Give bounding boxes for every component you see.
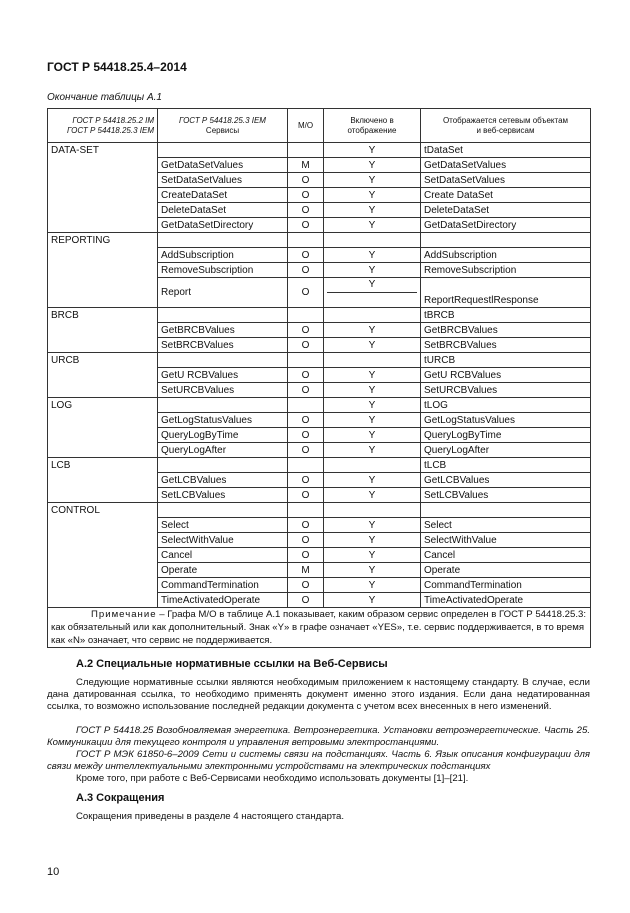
cell-mapped: GetU RCBValues — [421, 368, 591, 383]
table-row — [48, 308, 591, 323]
cell-class — [48, 548, 158, 563]
cell-mapped: tBRCB — [421, 308, 591, 323]
table-row — [48, 458, 591, 473]
cell-service — [158, 233, 288, 248]
cell-included: Y — [324, 518, 421, 533]
cell-service: CommandTermination — [158, 578, 288, 593]
cell-service: AddSubscription — [158, 248, 288, 263]
cell-included-value: Y — [327, 278, 417, 293]
cell-class — [48, 278, 158, 308]
cell-included: Y — [324, 173, 421, 188]
cell-service — [158, 143, 288, 158]
table-row — [48, 353, 591, 368]
cell-class: URCB — [48, 353, 158, 368]
cell-mo: O — [288, 218, 324, 233]
cell-mo: O — [288, 338, 324, 353]
cell-class — [48, 473, 158, 488]
cell-class — [48, 323, 158, 338]
header-iem-label: ГОСТ Р 54418.25.3 IEM — [67, 125, 154, 135]
cell-class — [48, 443, 158, 458]
table-row — [48, 413, 591, 428]
table-row — [48, 338, 591, 353]
cell-service — [158, 353, 288, 368]
cell-included: Y — [324, 563, 421, 578]
table-row — [48, 173, 591, 188]
cell-mapped: TimeActivatedOperate — [421, 593, 591, 608]
cell-included — [324, 353, 421, 368]
cell-included: Y — [324, 203, 421, 218]
cell-included: Y — [324, 263, 421, 278]
cell-class — [48, 338, 158, 353]
cell-mapped: Cancel — [421, 548, 591, 563]
document-standard-header: ГОСТ Р 54418.25.4–2014 — [47, 60, 187, 74]
cell-included — [324, 278, 421, 308]
cell-mapped: Select — [421, 518, 591, 533]
cell-class — [48, 383, 158, 398]
table-row — [48, 563, 591, 578]
header-included-line1: Включено в — [350, 115, 394, 125]
table-row — [48, 248, 591, 263]
cell-service: DeleteDataSet — [158, 203, 288, 218]
note-text: – Графа М/О в таблице А.1 показывает, каким образом сервис определен в ГОСТ Р 54418.25.3: как обязательный или как дополнительный. Знак «Y» в графе означает «YES», т.е. сервис поддерживается, в то время как «N» означает, что сервис не поддерживается. — [51, 609, 587, 646]
cell-included: Y — [324, 368, 421, 383]
cell-class: DATA-SET — [48, 143, 158, 158]
cell-mapped: DeleteDataSet — [421, 203, 591, 218]
cell-mapped: GetLCBValues — [421, 473, 591, 488]
cell-mo: M — [288, 158, 324, 173]
header-included — [324, 109, 421, 143]
cell-mapped: ReportRequestlResponse — [421, 278, 591, 308]
cell-mapped: QueryLogAfter — [421, 443, 591, 458]
cell-included: Y — [324, 593, 421, 608]
cell-included — [324, 233, 421, 248]
cell-mo: O — [288, 188, 324, 203]
cell-mo: O — [288, 278, 324, 308]
cell-class — [48, 188, 158, 203]
cell-mapped: SetBRCBValues — [421, 338, 591, 353]
cell-service: RemoveSubscription — [158, 263, 288, 278]
cell-class — [48, 203, 158, 218]
cell-mapped: GetDataSetDirectory — [421, 218, 591, 233]
header-mapped-line1: Отображается сетевым объектам — [442, 115, 569, 125]
cell-mapped: SetDataSetValues — [421, 173, 591, 188]
cell-mapped: AddSubscription — [421, 248, 591, 263]
cell-service: Select — [158, 518, 288, 533]
cell-class: BRCB — [48, 308, 158, 323]
section-a2-reference-1: ГОСТ Р 54418.25 Возобновляемая энергетика. Ветроэнергетика. Установки ветроэнергетические. Часть 25. Коммуникации для текущего контроля и управления ветровыми электростанциями. — [47, 725, 590, 748]
cell-class — [48, 263, 158, 278]
cell-service: SetDataSetValues — [158, 173, 288, 188]
cell-included: Y — [324, 383, 421, 398]
cell-class — [48, 428, 158, 443]
table-row — [48, 278, 591, 308]
header-included-line2: отображение — [347, 125, 397, 135]
cell-class — [48, 593, 158, 608]
table-row — [48, 233, 591, 248]
cell-service — [158, 398, 288, 413]
table-header-row — [48, 109, 591, 143]
header-mo: M/O — [288, 109, 324, 143]
cell-included — [324, 503, 421, 518]
table-row — [48, 518, 591, 533]
cell-service: CreateDataSet — [158, 188, 288, 203]
cell-mo: O — [288, 323, 324, 338]
cell-mo: O — [288, 368, 324, 383]
cell-mapped: SelectWithValue — [421, 533, 591, 548]
cell-mo: O — [288, 383, 324, 398]
cell-service: SelectWithValue — [158, 533, 288, 548]
section-a2-paragraph-2: Кроме того, при работе с Веб-Сервисами необходимо использовать документы [1]–[21]. — [76, 773, 469, 784]
cell-mapped: SetLCBValues — [421, 488, 591, 503]
cell-class — [48, 533, 158, 548]
cell-service — [158, 458, 288, 473]
cell-class — [48, 368, 158, 383]
cell-included: Y — [324, 218, 421, 233]
table-note-row — [48, 608, 591, 648]
cell-included: Y — [324, 428, 421, 443]
cell-mo — [288, 353, 324, 368]
cell-mo: O — [288, 203, 324, 218]
cell-included — [324, 308, 421, 323]
cell-mapped: tDataSet — [421, 143, 591, 158]
cell-included: Y — [324, 443, 421, 458]
cell-mapped: GetBRCBValues — [421, 323, 591, 338]
table-row — [48, 158, 591, 173]
cell-mo: O — [288, 548, 324, 563]
section-a2-paragraph-1: Следующие нормативные ссылки являются необходимым приложением к настоящему стандарту. В случае, если дана датированная ссылка, то необходимо применять документ именно этого издания. Если дана недатированная ссылка, то возможно использование последней редакции документа с учетом всех внесенных в него изменений. — [47, 677, 590, 712]
cell-mo: O — [288, 578, 324, 593]
header-services-label: Сервисы — [205, 125, 240, 135]
cell-included: Y — [324, 398, 421, 413]
cell-included: Y — [324, 158, 421, 173]
cell-mo: O — [288, 593, 324, 608]
header-im-label: ГОСТ Р 54418.25.2 IM — [72, 115, 154, 125]
cell-service: SetURCBValues — [158, 383, 288, 398]
table-row — [48, 578, 591, 593]
cell-mapped: tLOG — [421, 398, 591, 413]
cell-included: Y — [324, 338, 421, 353]
table-row — [48, 503, 591, 518]
header-mapped — [421, 109, 591, 143]
table-row — [48, 323, 591, 338]
cell-included: Y — [324, 578, 421, 593]
cell-mo — [288, 503, 324, 518]
cell-mo — [288, 143, 324, 158]
header-im-iem — [48, 109, 158, 143]
cell-mo: O — [288, 428, 324, 443]
table-row — [48, 218, 591, 233]
page-number: 10 — [47, 866, 60, 878]
cell-mapped: tLCB — [421, 458, 591, 473]
cell-service: SetBRCBValues — [158, 338, 288, 353]
cell-included: Y — [324, 143, 421, 158]
cell-mo — [288, 308, 324, 323]
cell-included: Y — [324, 488, 421, 503]
table-row — [48, 488, 591, 503]
cell-mo: O — [288, 248, 324, 263]
cell-class — [48, 488, 158, 503]
table-row — [48, 443, 591, 458]
cell-mapped: GetLogStatusValues — [421, 413, 591, 428]
cell-service — [158, 503, 288, 518]
cell-mo: O — [288, 173, 324, 188]
cell-mapped: SetURCBValues — [421, 383, 591, 398]
table-row — [48, 398, 591, 413]
cell-included — [324, 458, 421, 473]
cell-class — [48, 173, 158, 188]
cell-service: GetBRCBValues — [158, 323, 288, 338]
cell-service: GetU RCBValues — [158, 368, 288, 383]
cell-mo: O — [288, 413, 324, 428]
cell-class: LCB — [48, 458, 158, 473]
cell-service: Report — [158, 278, 288, 308]
cell-mapped: GetDataSetValues — [421, 158, 591, 173]
cell-mo: O — [288, 263, 324, 278]
cell-class: LOG — [48, 398, 158, 413]
cell-service: GetDataSetDirectory — [158, 218, 288, 233]
cell-included-empty — [327, 293, 417, 307]
cell-service — [158, 308, 288, 323]
section-a2-reference-2: ГОСТ Р МЭК 61850-6–2009 Сети и системы связи на подстанциях. Часть 6. Язык описания конфигурации для связи между интеллектуальными электронными устройствами на электрических подстанциях — [47, 749, 590, 772]
cell-mapped: Create DataSet — [421, 188, 591, 203]
table-row — [48, 533, 591, 548]
cell-included: Y — [324, 248, 421, 263]
cell-mo — [288, 398, 324, 413]
cell-mo — [288, 458, 324, 473]
cell-included: Y — [324, 548, 421, 563]
cell-class: REPORTING — [48, 233, 158, 248]
services-table — [47, 108, 591, 648]
cell-class — [48, 518, 158, 533]
cell-mo: M — [288, 563, 324, 578]
table-row — [48, 548, 591, 563]
table-row — [48, 263, 591, 278]
cell-service: QueryLogAfter — [158, 443, 288, 458]
section-a2-heading: А.2 Специальные нормативные ссылки на Веб-Сервисы — [76, 658, 388, 670]
cell-service: SetLCBValues — [158, 488, 288, 503]
cell-mapped: QueryLogByTime — [421, 428, 591, 443]
table-row — [48, 188, 591, 203]
cell-mo: O — [288, 488, 324, 503]
cell-mapped: tURCB — [421, 353, 591, 368]
cell-service: TimeActivatedOperate — [158, 593, 288, 608]
cell-included: Y — [324, 188, 421, 203]
cell-class — [48, 158, 158, 173]
table-row — [48, 203, 591, 218]
table-row — [48, 368, 591, 383]
cell-included: Y — [324, 473, 421, 488]
cell-service: Cancel — [158, 548, 288, 563]
cell-mapped: CommandTermination — [421, 578, 591, 593]
cell-service: GetLogStatusValues — [158, 413, 288, 428]
table-row — [48, 428, 591, 443]
section-a3-heading: А.3 Сокращения — [76, 792, 165, 804]
cell-class — [48, 563, 158, 578]
table-row — [48, 383, 591, 398]
cell-class — [48, 413, 158, 428]
cell-class — [48, 218, 158, 233]
header-services-std: ГОСТ Р 54418.25.3 IEM — [179, 115, 266, 125]
cell-mapped — [421, 503, 591, 518]
cell-mo: O — [288, 443, 324, 458]
cell-mo: O — [288, 533, 324, 548]
cell-class — [48, 578, 158, 593]
cell-included: Y — [324, 533, 421, 548]
cell-class: CONTROL — [48, 503, 158, 518]
table-note — [48, 608, 591, 648]
cell-included: Y — [324, 413, 421, 428]
table-row — [48, 473, 591, 488]
cell-service: QueryLogByTime — [158, 428, 288, 443]
cell-mapped — [421, 233, 591, 248]
header-services — [158, 109, 288, 143]
table-row — [48, 593, 591, 608]
cell-service: Operate — [158, 563, 288, 578]
header-mapped-line2: и веб-сервисам — [476, 125, 535, 135]
cell-mapped: Operate — [421, 563, 591, 578]
cell-service: GetDataSetValues — [158, 158, 288, 173]
cell-class — [48, 248, 158, 263]
note-label: Примечание — [91, 609, 157, 620]
section-a3-paragraph: Сокращения приведены в разделе 4 настоящего стандарта. — [76, 811, 345, 822]
table-row — [48, 143, 591, 158]
cell-service: GetLCBValues — [158, 473, 288, 488]
cell-included: Y — [324, 323, 421, 338]
cell-mo: O — [288, 473, 324, 488]
cell-mapped: RemoveSubscription — [421, 263, 591, 278]
cell-mo: O — [288, 518, 324, 533]
cell-mo — [288, 233, 324, 248]
table-caption: Окончание таблицы А.1 — [47, 92, 162, 103]
